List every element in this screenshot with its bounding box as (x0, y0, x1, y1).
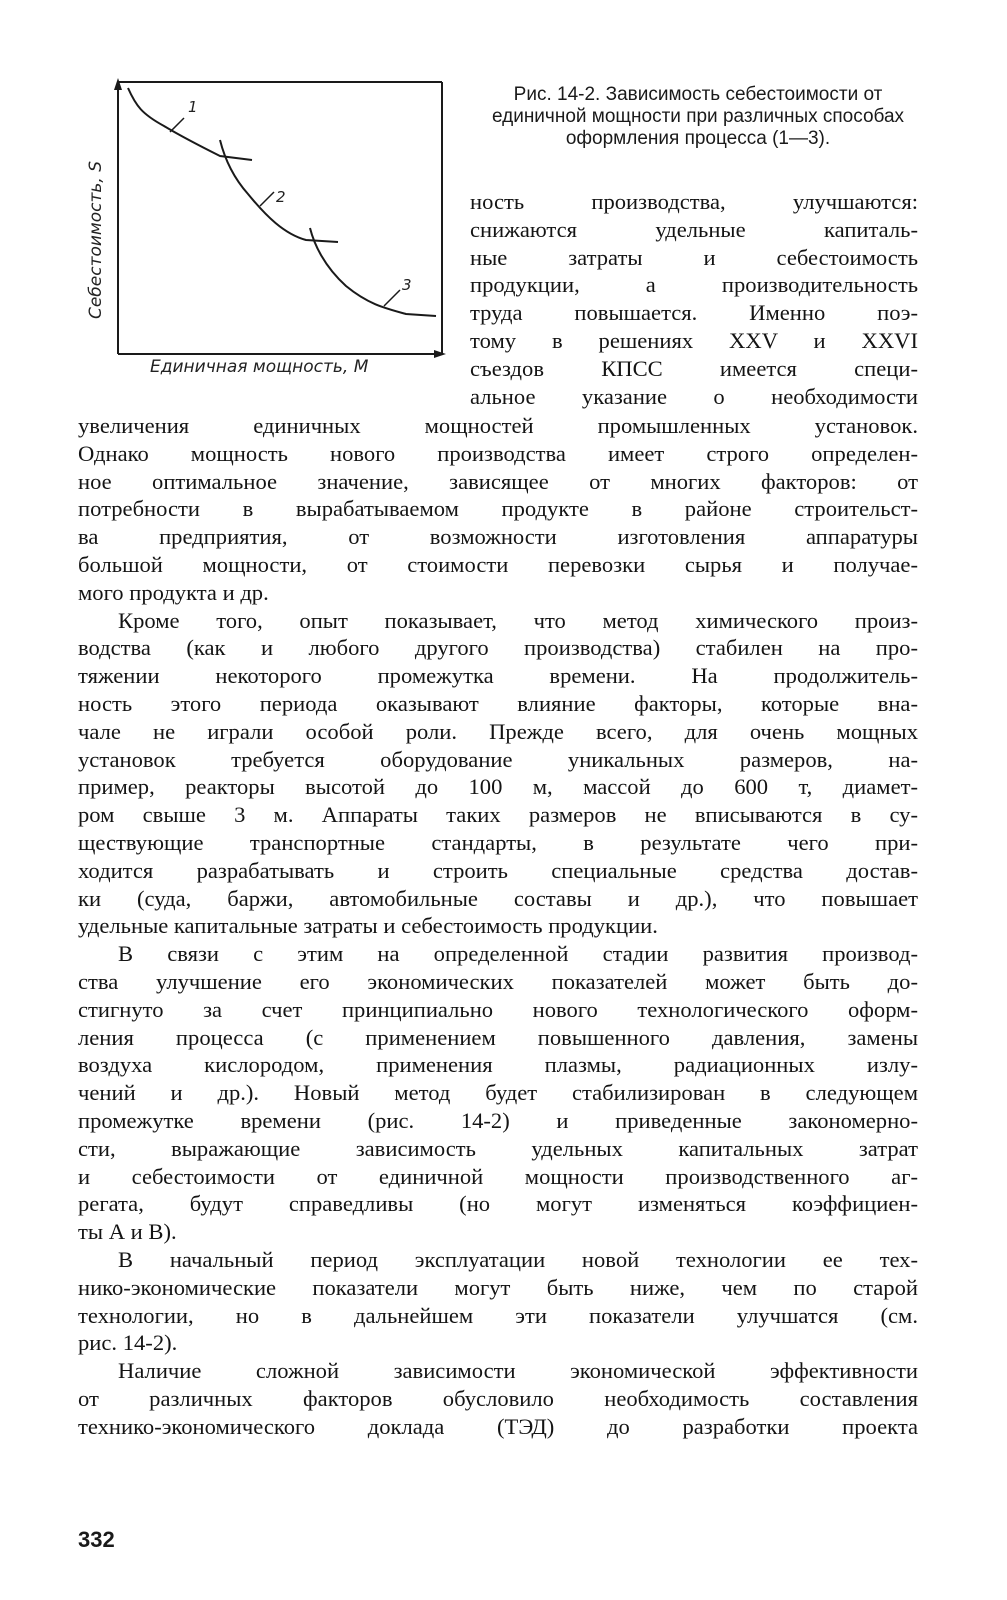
text-line: технико-экономического доклада (ТЭД) до разработки проекта (78, 1413, 918, 1439)
y-axis-arrow (114, 78, 122, 90)
text-line: ность производства, улучшаются: (470, 189, 918, 214)
page-number: 332 (78, 1527, 115, 1552)
text-line: технологии, но в дальнейшем эти показатели улучшатся (см. (78, 1302, 918, 1328)
curve-1-leader (170, 118, 184, 132)
text-line: съездов КПСС имеется специ- (470, 355, 918, 381)
curve-3-leader (384, 290, 400, 306)
text-line: от различных факторов обусловило необходимость составления (78, 1385, 918, 1411)
text-line: удельные капитальные затраты и себестоимость продукции. (78, 913, 658, 939)
text-line: Однако мощность нового производства имеет строго определен- (78, 440, 918, 466)
text-line: ва предприятия, от возможности изготовления аппаратуры (78, 524, 918, 550)
text-line: рис. 14-2). (78, 1330, 178, 1356)
text-line: чений и др.). Новый метод будет стабилизирован в следующем (78, 1080, 918, 1106)
text-line: водства (как и любого другого производства) стабилен на про- (78, 635, 918, 661)
text-line: ства улучшение его экономических показателей может быть до- (78, 968, 918, 994)
figure-caption: Рис. 14-2. Зависимость себестоимости от единичной мощности при различных способах оформления процесса (1—3). (491, 84, 905, 149)
text-line: увеличения единичных мощностей промышленных установок. (78, 413, 918, 438)
text-line: снижаются удельные капиталь- (470, 216, 918, 242)
side-text (470, 188, 918, 410)
x-axis-arrow (434, 350, 446, 358)
text-line: ты А и В). (78, 1219, 177, 1245)
figure-14-2 (84, 76, 456, 386)
text-line: ные затраты и себестоимость (470, 244, 918, 270)
text-line: ходится разрабатывать и строить специальные средства достав- (78, 857, 918, 883)
main-text (78, 412, 918, 1440)
x-axis-label: Единичная мощность, M (150, 357, 369, 377)
text-line: промежутке времени (рис. 14-2) и приведенные закономерно- (78, 1107, 918, 1133)
text-line: и себестоимости от единичной мощности производственного аг- (78, 1163, 918, 1189)
text-line: ществующие транспортные стандарты, в результате чего при- (78, 829, 918, 855)
text-line: ления процесса (с применением повышенного давления, замены (78, 1024, 918, 1050)
text-line: труда повышается. Именно поэ- (470, 300, 918, 326)
text-line: В связи с этим на определенной стадии развития производ- (118, 941, 918, 967)
text-line: большой мощности, от стоимости перевозки сырья и получае- (78, 551, 918, 577)
text-line: чале не играли особой роли. Прежде всего, для очень мощных (78, 718, 918, 744)
text-line: тому в решениях XXV и XXVI (470, 327, 918, 353)
paragraph-4 (78, 1246, 918, 1357)
text-line: установок требуется оборудование уникальных размеров, на- (78, 746, 918, 772)
text-line: нико-экономические показатели могут быть ниже, чем по старой (78, 1274, 918, 1300)
cost-vs-capacity-plot (84, 76, 456, 386)
text-line: ром свыше 3 м. Аппараты таких размеров не вписываются в су- (78, 802, 918, 828)
text-line: В начальный период эксплуатации новой технологии ее тех- (118, 1246, 918, 1272)
paragraph-1 (78, 412, 918, 607)
text-line: потребности в вырабатываемом продукте в районе строительст- (78, 496, 918, 522)
paragraph-2 (78, 607, 918, 941)
text-line: мого продукта и др. (78, 579, 269, 605)
curve-2-leader (260, 192, 274, 206)
curve-label-1: 1 (188, 98, 198, 116)
text-line: стигнуто за счет принципиально нового технологического оформ- (78, 996, 918, 1022)
text-line: альное указание о необходимости (470, 383, 918, 409)
paragraph-3 (78, 940, 918, 1246)
text-line: ки (суда, баржи, автомобильные составы и др.), что повышает (78, 885, 918, 911)
text-line: сти, выражающие зависимость удельных капитальных затрат (78, 1135, 918, 1161)
text-line: Наличие сложной зависимости экономической эффективности (118, 1358, 918, 1384)
text-line: тяжении некоторого промежутка времени. На продолжитель- (78, 663, 918, 689)
curve-label-2: 2 (276, 188, 286, 206)
text-line: воздуха кислородом, применения плазмы, радиационных излу- (78, 1052, 918, 1078)
text-line: ность этого периода оказывают влияние факторы, которые вна- (78, 690, 918, 716)
paragraph-5 (78, 1357, 918, 1440)
text-line: регата, будут справедливы (но могут изменяться коэффициен- (78, 1191, 918, 1217)
text-line: продукции, а производительность (470, 272, 918, 298)
text-line: ное оптимальное значение, зависящее от многих факторов: от (78, 468, 918, 494)
y-axis-label: Себестоимость, S (86, 160, 106, 320)
text-line: Кроме того, опыт показывает, что метод химического произ- (118, 607, 918, 633)
curve-label-3: 3 (402, 276, 412, 294)
text-line: пример, реакторы высотой до 100 м, массой до 600 т, диамет- (78, 774, 918, 800)
